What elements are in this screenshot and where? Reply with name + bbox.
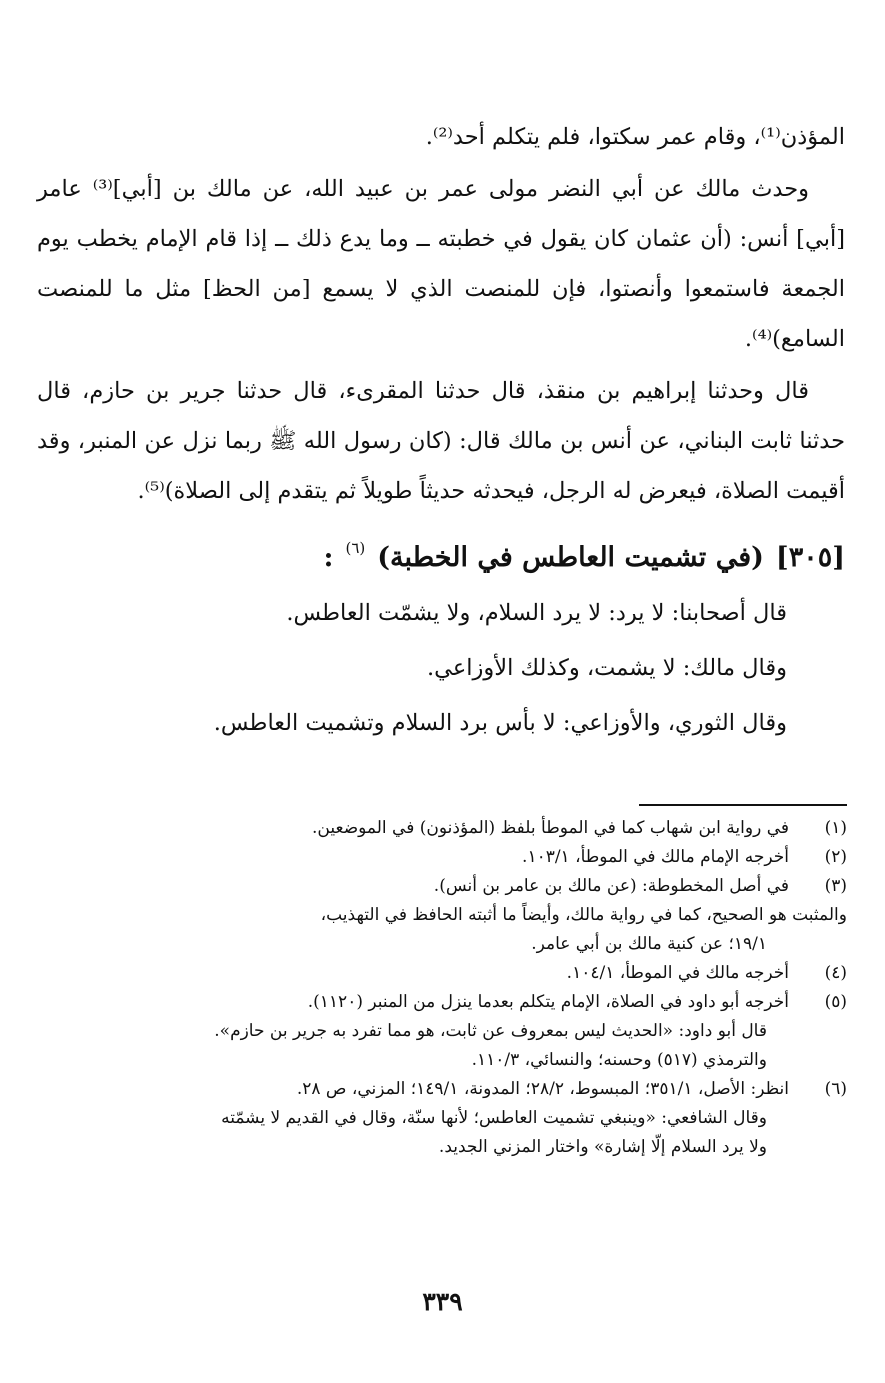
footnote-3	[35, 872, 847, 959]
footnote-text: انظر: الأصل، ٣٥١/١؛ المبسوط، ٢٨/٢؛ المدونة، ١٤٩/١؛ المزني، ص ٢٨.	[296, 1079, 789, 1099]
footnote-number: (١)	[824, 818, 847, 838]
footnote-text: أخرجه أبو داود في الصلاة، الإمام يتكلم بعدما ينزل من المنبر (١١٢٠).	[307, 992, 789, 1012]
section-line-3: وقال الثوري، والأوزاعي: لا بأس برد السلام وتشميت العاطس.	[213, 710, 787, 736]
footnote-number: (٢)	[824, 847, 847, 867]
footnote-1	[35, 814, 847, 843]
footnote-6	[35, 1075, 847, 1162]
section-line-2: وقال مالك: لا يشمت، وكذلك الأوزاعي.	[426, 655, 787, 681]
footnote-2	[35, 843, 847, 872]
footnote-text: وقال الشافعي: «وينبغي تشميت العاطس؛ لأنها سنّة، وقال في القديم لا يشمّته	[221, 1108, 767, 1128]
section-title: (في تشميت العاطس في الخطبة)	[377, 542, 764, 573]
paragraph-3: قال وحدثنا إبراهيم بن منقذ، قال حدثنا المقرىء، قال حدثنا جرير بن حازم، قال حدثنا ثابت البناني، عن أنس بن مالك قال: (كان رسول الله ﷺ ربما نزل عن المنبر، وقد أقيمت الصلاة، فيعرض له الرجل، فيحدثه حديثاً طويلاً ثم يتقدم إلى الصلاة)⁽⁵⁾.	[37, 378, 845, 504]
footnote-text: أخرجه الإمام مالك في الموطأ، ١٠٣/١.	[522, 847, 789, 867]
footnote-text: في أصل المخطوطة: (عن مالك بن عامر بن أنس).	[433, 876, 789, 896]
footnote-text: والترمذي (٥١٧) وحسنه؛ والنسائي، ١١٠/٣.	[471, 1050, 767, 1070]
footnote-number: (٥)	[824, 992, 847, 1012]
footnotes	[35, 814, 847, 1162]
footnote-4	[35, 959, 847, 988]
footnote-text: قال أبو داود: «الحديث ليس بمعروف عن ثابت، هو مما تفرد به جرير بن حازم».	[214, 1021, 767, 1041]
section-colon: :	[323, 542, 334, 573]
footnote-text: ١٩/١؛ عن كنية مالك بن أبي عامر.	[531, 934, 767, 954]
footnote-text: ولا يرد السلام إلّا إشارة» واختار المزني الجديد.	[438, 1137, 767, 1157]
paragraph-2: وحدث مالك عن أبي النضر مولى عمر بن عبيد الله، عن مالك بن [أبي]⁽³⁾ عامر [أبي] أنس: (أن عثمان كان يقول في خطبته ــ وما يدع ذلك ــ إذا قام الإمام يخطب يوم الجمعة فاستمعوا وأنصتوا، فإن للمنصت الذي لا يسمع [من الحظ] مثل ما للمنصت السامع)⁽⁴⁾.	[37, 176, 845, 352]
footnote-divider	[639, 804, 847, 806]
footnote-number: (٤)	[824, 963, 847, 983]
footnote-text: في رواية ابن شهاب كما في الموطأ بلفظ (المؤذنون) في الموضعين.	[312, 818, 789, 838]
footnote-text: أخرجه مالك في الموطأ، ١٠٤/١.	[566, 963, 789, 983]
section-heading	[37, 530, 845, 586]
footnote-5	[35, 988, 847, 1075]
section-number: [٣٠٥]	[775, 542, 845, 573]
footnote-number: (٣)	[824, 876, 847, 896]
main-text	[37, 112, 845, 751]
section-footnote-ref: (٦)	[345, 539, 366, 557]
paragraph-1: المؤذن⁽¹⁾، وقام عمر سكتوا، فلم يتكلم أحد⁽²⁾.	[425, 124, 845, 150]
page-number: ٣٣٩	[422, 1287, 463, 1316]
section-line-1: قال أصحابنا: لا يرد: لا يرد السلام، ولا يشمّت العاطس.	[286, 600, 787, 626]
footnote-text: والمثبت هو الصحيح، كما في رواية مالك، وأيضاً ما أثبته الحافظ في التهذيب،	[320, 905, 847, 925]
footnote-number: (٦)	[824, 1079, 847, 1099]
